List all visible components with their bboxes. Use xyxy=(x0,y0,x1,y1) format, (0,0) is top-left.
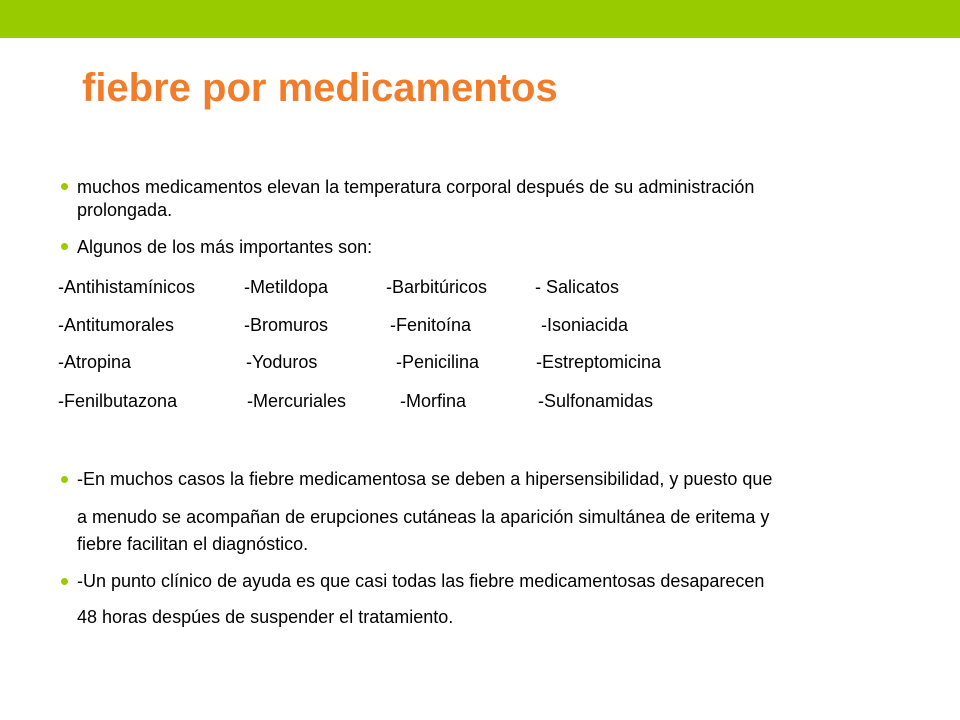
bullet-2-line-1: Algunos de los más importantes son: xyxy=(77,237,373,257)
bullet-dot xyxy=(61,183,68,190)
drug-item: -Estreptomicina xyxy=(536,352,662,372)
drug-item: -Sulfonamidas xyxy=(538,391,654,411)
drug-item: -Yoduros xyxy=(246,352,318,372)
slide-title: fiebre por medicamentos xyxy=(82,66,558,110)
drug-item: -Fenitoína xyxy=(390,315,472,335)
bullet-1-line-1: muchos medicamentos elevan la temperatura corporal después de su administración xyxy=(77,177,755,197)
bullet-dot xyxy=(61,243,68,250)
note-1-line-3: fiebre facilitan el diagnóstico. xyxy=(77,534,309,554)
drug-item: -Morfina xyxy=(400,391,467,411)
note-1-line-2: a menudo se acompañan de erupciones cutáneas la aparición simultánea de eritema y xyxy=(77,507,770,527)
drug-item: -Antitumorales xyxy=(58,315,175,335)
top-accent-bar xyxy=(0,0,960,38)
note-2-line-2: 48 horas despúes de suspender el tratamiento. xyxy=(77,607,454,627)
note-1-line-1: -En muchos casos la fiebre medicamentosa se deben a hipersensibilidad, y puesto que xyxy=(77,469,773,489)
drug-item: -Metildopa xyxy=(244,277,329,297)
drug-item: -Antihistamínicos xyxy=(58,277,196,297)
bullet-dot xyxy=(61,476,68,483)
note-2-line-1: -Un punto clínico de ayuda es que casi todas las fiebre medicamentosas desaparecen xyxy=(77,571,765,591)
drug-item: -Bromuros xyxy=(244,315,329,335)
drug-item: - Salicatos xyxy=(535,277,620,297)
drug-item: -Isoniacida xyxy=(541,315,629,335)
drug-item: -Fenilbutazona xyxy=(58,391,178,411)
drug-item: -Barbitúricos xyxy=(386,277,488,297)
drug-item: -Atropina xyxy=(58,352,132,372)
bullet-1-line-2: prolongada. xyxy=(77,200,173,220)
drug-item: -Mercuriales xyxy=(247,391,347,411)
bullet-dot xyxy=(61,578,68,585)
drug-item: -Penicilina xyxy=(396,352,480,372)
